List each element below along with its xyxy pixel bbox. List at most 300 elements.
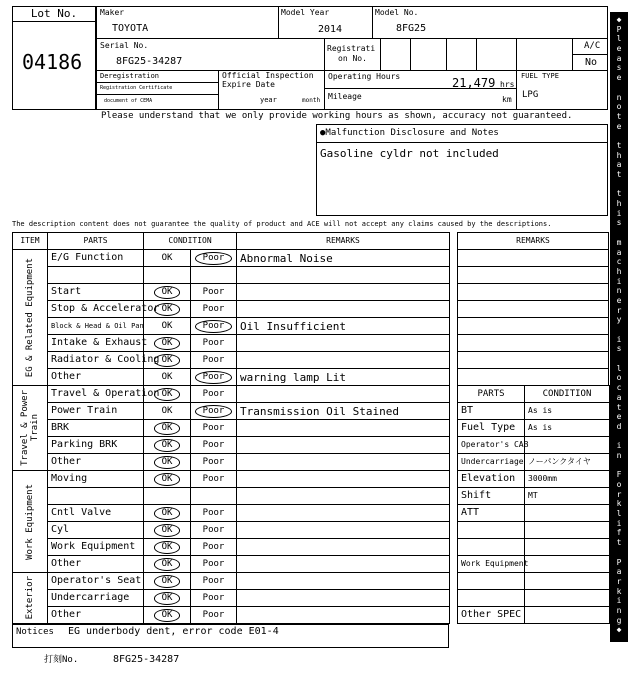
side-banner-char: k — [616, 499, 622, 509]
registration-certificate-label: Registration Certificate — [100, 85, 173, 91]
spec-part: ATT — [458, 505, 525, 522]
condition-poor: Poor — [202, 524, 225, 535]
table-row — [13, 369, 450, 386]
spec-row — [458, 488, 610, 505]
right-remarks-row — [458, 301, 609, 318]
condition-ok-cell — [144, 590, 191, 607]
part-name: E/G Function — [48, 250, 144, 267]
part-name: Other — [48, 556, 144, 573]
year-label: year — [260, 96, 277, 104]
side-banner-char: s — [616, 344, 622, 354]
table-row — [13, 284, 450, 301]
model-year-label: Model Year — [281, 8, 330, 17]
spec-value — [525, 590, 610, 607]
km-label: km — [502, 95, 512, 104]
condition-ok-cell — [144, 454, 191, 471]
malfunction-title: ●Malfunction Disclosure and Notes — [320, 128, 499, 138]
table-row — [13, 250, 450, 267]
part-name: Power Train — [48, 403, 144, 420]
deregistration-label: Deregistration — [100, 72, 160, 80]
maker-value: TOYOTA — [112, 23, 149, 34]
condition-ok: OK — [161, 371, 173, 382]
table-row — [13, 454, 450, 471]
spec-value: As is — [525, 403, 610, 420]
condition-poor-cell — [191, 522, 237, 539]
table-row — [13, 403, 450, 420]
condition-poor-cell — [191, 437, 237, 454]
condition-ok-cell — [144, 437, 191, 454]
part-name: Cyl — [48, 522, 144, 539]
remark — [237, 454, 450, 471]
side-banner-char: e — [616, 295, 622, 305]
condition-poor-cell — [191, 556, 237, 573]
part-name: Work Equipment — [48, 539, 144, 556]
lot-number: 04186 — [22, 50, 83, 74]
condition-ok-cell — [144, 573, 191, 590]
side-banner-char: d — [616, 421, 622, 431]
condition-poor-circled: Poor — [195, 320, 233, 333]
side-banner-char: r — [616, 489, 622, 499]
spec-value: 3000mm — [525, 471, 610, 488]
side-banner-char: i — [616, 276, 622, 286]
item-group-label: Travel & Power — [19, 390, 30, 466]
col-condition: CONDITION — [144, 233, 237, 250]
remark — [237, 505, 450, 522]
part-name: Other — [48, 454, 144, 471]
side-banner-char: n — [616, 286, 622, 296]
side-banner-char: e — [616, 73, 622, 83]
condition-ok-circled: OK — [154, 524, 181, 537]
remark — [237, 488, 450, 505]
condition-poor: Poor — [202, 303, 225, 314]
spec-part: Other SPEC — [458, 607, 525, 624]
side-banner-char: F — [616, 470, 622, 480]
condition-poor: Poor — [202, 456, 225, 467]
side-banner-char: a — [616, 392, 622, 402]
malfunction-text: Gasoline cyldr not included — [320, 147, 499, 160]
spec-value — [525, 522, 610, 539]
side-banner-char: l — [616, 363, 622, 373]
side-banner-char: i — [616, 208, 622, 218]
item-group — [13, 471, 48, 573]
side-banner-char: y — [616, 315, 622, 325]
spec-part — [458, 590, 525, 607]
remark — [237, 607, 450, 624]
condition-ok-cell — [144, 250, 191, 267]
table-row — [13, 267, 450, 284]
table-row — [13, 386, 450, 403]
condition-ok-circled: OK — [154, 286, 181, 299]
condition-poor: Poor — [202, 592, 225, 603]
condition-poor-cell — [191, 420, 237, 437]
condition-poor: Poor — [202, 422, 225, 433]
condition-poor: Poor — [202, 388, 225, 399]
spec-value — [525, 556, 610, 573]
side-banner-char: s — [616, 218, 622, 228]
condition-ok-cell — [144, 556, 191, 573]
disclaimer: The description content does not guarantee the quality of product and ACE will not accept any claims caused by the descriptions. — [12, 220, 552, 228]
spec-part: Undercarriage — [458, 454, 525, 471]
condition-ok-cell — [144, 267, 191, 284]
side-banner-char: a — [616, 53, 622, 63]
side-banner-char: i — [616, 518, 622, 528]
remark — [237, 590, 450, 607]
month-label: month — [302, 97, 321, 104]
condition-ok-cell — [144, 318, 191, 335]
model-no-value: 8FG25 — [396, 23, 427, 34]
side-banner-char: r — [616, 305, 622, 315]
inspection-label-2: Expire Date — [222, 80, 275, 89]
spec-row — [458, 556, 610, 573]
condition-ok: OK — [161, 252, 173, 263]
remark — [237, 352, 450, 369]
condition-ok-cell — [144, 471, 191, 488]
condition-ok-circled: OK — [154, 354, 181, 367]
maker-label: Maker — [100, 8, 125, 17]
side-banner-char: o — [616, 373, 622, 383]
side-banner-char: g — [616, 615, 622, 625]
condition-ok-circled: OK — [154, 303, 181, 316]
side-banner-char: n — [616, 450, 622, 460]
inspection-table — [12, 232, 450, 624]
condition-poor-cell — [191, 590, 237, 607]
condition-poor: Poor — [202, 286, 225, 297]
side-banner-char: t — [616, 538, 622, 548]
remark — [237, 420, 450, 437]
remark: Transmission Oil Stained — [237, 403, 450, 420]
spec-part — [458, 573, 525, 590]
spec-part: BT — [458, 403, 525, 420]
condition-poor-circled: Poor — [195, 371, 233, 384]
spec-row — [458, 590, 610, 607]
side-banner-char: c — [616, 383, 622, 393]
notices-label: Notices — [16, 627, 54, 637]
spec-row — [458, 522, 610, 539]
part-name: Other — [48, 607, 144, 624]
spec-col-parts: PARTS — [458, 386, 525, 403]
spec-part — [458, 522, 525, 539]
registration-label-2: on No. — [338, 54, 367, 63]
condition-ok-cell — [144, 522, 191, 539]
spec-row — [458, 403, 610, 420]
spec-value — [525, 539, 610, 556]
side-banner-char: t — [616, 140, 622, 150]
side-banner-char: a — [616, 247, 622, 257]
side-banner-char: f — [616, 528, 622, 538]
item-group-label: EG & Related Equipment — [24, 257, 35, 378]
right-remarks-row — [458, 318, 609, 335]
table-row — [13, 573, 450, 590]
operating-hours-label: Operating Hours — [328, 72, 401, 81]
condition-poor-circled: Poor — [195, 252, 233, 265]
condition-ok: OK — [161, 405, 173, 416]
table-row — [13, 335, 450, 352]
condition-poor-cell — [191, 301, 237, 318]
spec-part: Shift — [458, 488, 525, 505]
condition-poor: Poor — [202, 507, 225, 518]
condition-ok-cell — [144, 488, 191, 505]
lot-label: Lot No. — [30, 7, 78, 20]
mileage-label: Mileage — [328, 92, 362, 101]
condition-ok-circled: OK — [154, 541, 181, 554]
condition-ok-cell — [144, 403, 191, 420]
side-banner-char: h — [616, 150, 622, 160]
right-remarks-row — [458, 369, 609, 386]
operating-hours-value: 21,479 — [452, 76, 496, 90]
condition-poor: Poor — [202, 609, 225, 620]
table-row — [13, 539, 450, 556]
side-banner-char: ◆ — [616, 15, 622, 24]
part-name: Start — [48, 284, 144, 301]
side-banner-char: t — [616, 111, 622, 121]
part-name: Travel & Operation — [48, 386, 144, 403]
condition-poor-cell — [191, 369, 237, 386]
col-item: ITEM — [13, 233, 48, 250]
spec-part: Operator's CAB — [458, 437, 525, 454]
side-banner-char: r — [616, 576, 622, 586]
right-remarks-row — [458, 284, 609, 301]
remark — [237, 437, 450, 454]
condition-poor-cell — [191, 573, 237, 590]
working-hours-notice: Please understand that we only provide working hours as shown, accuracy not guaranteed. — [101, 111, 573, 121]
fuel-type-label: FUEL TYPE — [521, 72, 559, 80]
right-remarks-row — [458, 250, 609, 267]
spec-row — [458, 437, 610, 454]
spec-value — [525, 573, 610, 590]
item-group-label: Exterior — [24, 576, 35, 620]
condition-ok-circled: OK — [154, 337, 181, 350]
part-name: Undercarriage — [48, 590, 144, 607]
item-group-label: Work Equipment — [24, 483, 35, 560]
spec-value — [525, 607, 610, 624]
condition-poor: Poor — [202, 541, 225, 552]
table-row — [13, 437, 450, 454]
spec-row — [458, 471, 610, 488]
part-name: Other — [48, 369, 144, 386]
condition-ok-circled: OK — [154, 575, 181, 588]
side-banner — [610, 12, 628, 642]
side-banner-char: n — [616, 605, 622, 615]
part-name: Stop & Accelerator — [48, 301, 144, 318]
condition-ok-circled: OK — [154, 609, 181, 622]
stamp-value: 8FG25-34287 — [113, 654, 180, 665]
condition-poor: Poor — [202, 473, 225, 484]
condition-poor-cell — [191, 488, 237, 505]
right-remarks-row — [458, 267, 609, 284]
remark: warning lamp Lit — [237, 369, 450, 386]
side-banner-char: t — [616, 170, 622, 179]
part-name: Operator's Seat — [48, 573, 144, 590]
part-name: Cntl Valve — [48, 505, 144, 522]
spec-row — [458, 539, 610, 556]
condition-poor: Poor — [202, 354, 225, 365]
condition-poor-cell — [191, 386, 237, 403]
remark: Abnormal Noise — [237, 250, 450, 267]
table-row — [13, 471, 450, 488]
condition-ok-circled: OK — [154, 456, 181, 469]
table-row — [13, 318, 450, 335]
side-banner-char: n — [616, 92, 622, 102]
remark: Oil Insufficient — [237, 318, 450, 335]
spec-value — [525, 505, 610, 522]
spec-part — [458, 539, 525, 556]
condition-ok-circled: OK — [154, 473, 181, 486]
spec-part: Work Equipment — [458, 556, 525, 573]
ac-label: A/C — [584, 41, 601, 51]
side-banner-char: o — [616, 480, 622, 489]
registration-label: Registrati — [327, 44, 376, 53]
spec-value: ノーパンクタイヤ — [525, 454, 610, 471]
spec-row — [458, 607, 610, 624]
condition-ok: OK — [161, 320, 173, 331]
side-banner-char: k — [616, 586, 622, 596]
side-banner-char: l — [616, 34, 622, 44]
condition-poor-cell — [191, 250, 237, 267]
part-name: Block & Head & Oil Pan — [48, 318, 144, 335]
part-name — [48, 488, 144, 505]
part-name — [48, 267, 144, 284]
condition-poor-cell — [191, 352, 237, 369]
remark — [237, 522, 450, 539]
spec-row — [458, 573, 610, 590]
condition-poor-cell — [191, 471, 237, 488]
part-name: Parking BRK — [48, 437, 144, 454]
part-name: BRK — [48, 420, 144, 437]
condition-ok-circled: OK — [154, 388, 181, 401]
condition-ok-circled: OK — [154, 592, 181, 605]
item-group — [13, 250, 48, 386]
side-banner-char: i — [616, 334, 622, 344]
condition-ok-cell — [144, 369, 191, 386]
side-banner-char: s — [616, 63, 622, 73]
condition-poor-cell — [191, 318, 237, 335]
side-banner-char: o — [616, 102, 622, 112]
remark — [237, 284, 450, 301]
table-row — [13, 607, 450, 624]
spec-value: MT — [525, 488, 610, 505]
hrs-label: hrs — [500, 80, 515, 89]
item-group — [13, 573, 48, 624]
right-remarks-row — [458, 335, 609, 352]
side-banner-char: P — [616, 24, 622, 34]
condition-poor-cell — [191, 454, 237, 471]
spec-row — [458, 420, 610, 437]
remark — [237, 471, 450, 488]
side-banner-char: h — [616, 266, 622, 276]
condition-poor-cell — [191, 539, 237, 556]
side-banner-char: t — [616, 189, 622, 199]
condition-poor-cell — [191, 403, 237, 420]
condition-poor-circled: Poor — [195, 405, 233, 418]
serial-label: Serial No. — [100, 41, 149, 50]
inspection-label: Official Inspection — [222, 71, 314, 80]
remark — [237, 335, 450, 352]
item-group-label: Train — [29, 414, 40, 442]
spec-row — [458, 505, 610, 522]
cema-document-label: document of CEMA — [104, 98, 153, 104]
condition-ok-cell — [144, 539, 191, 556]
col-parts: PARTS — [48, 233, 144, 250]
side-banner-char: c — [616, 257, 622, 267]
side-banner-char: l — [616, 509, 622, 519]
side-banner-char: e — [616, 412, 622, 422]
part-name: Intake & Exhaust — [48, 335, 144, 352]
fuel-type-value: LPG — [522, 90, 539, 100]
side-banner-char: a — [616, 567, 622, 577]
condition-poor-cell — [191, 607, 237, 624]
model-no-label: Model No. — [375, 8, 419, 17]
part-name: Radiator & Cooling — [48, 352, 144, 369]
side-banner-char: e — [616, 121, 622, 131]
remark — [237, 301, 450, 318]
condition-ok-circled: OK — [154, 558, 181, 571]
spec-part: Fuel Type — [458, 420, 525, 437]
table-row — [13, 505, 450, 522]
table-row — [13, 590, 450, 607]
notices-text: EG underbody dent, error code E01-4 — [68, 626, 279, 637]
right-remarks-table — [457, 232, 609, 386]
remark — [237, 573, 450, 590]
table-row — [13, 301, 450, 318]
ac-value: No — [585, 57, 598, 68]
table-row — [13, 522, 450, 539]
remark — [237, 556, 450, 573]
side-banner-char: e — [616, 44, 622, 54]
stamp-label: 打刻No. — [44, 655, 79, 665]
spec-col-condition: CONDITION — [525, 386, 610, 403]
table-row — [13, 488, 450, 505]
spec-part: Elevation — [458, 471, 525, 488]
table-row — [13, 556, 450, 573]
right-remarks-row — [458, 352, 609, 369]
side-banner-char: i — [616, 441, 622, 451]
side-banner-char: h — [616, 199, 622, 209]
spec-row — [458, 454, 610, 471]
table-row — [13, 352, 450, 369]
side-banner-char: a — [616, 160, 622, 170]
condition-poor: Poor — [202, 439, 225, 450]
spec-table — [457, 385, 610, 624]
table-row — [13, 420, 450, 437]
remark — [237, 386, 450, 403]
side-banner-char: t — [616, 402, 622, 412]
condition-ok-cell — [144, 607, 191, 624]
condition-ok-cell — [144, 505, 191, 522]
model-year-value: 2014 — [318, 24, 343, 35]
condition-ok-cell — [144, 284, 191, 301]
side-banner-char: m — [616, 237, 622, 247]
side-banner-char: i — [616, 596, 622, 606]
spec-value: As is — [525, 420, 610, 437]
right-remarks-header: REMARKS — [458, 233, 609, 250]
serial-value: 8FG25-34287 — [116, 56, 183, 67]
spec-value — [525, 437, 610, 454]
condition-poor-cell — [191, 335, 237, 352]
remark — [237, 267, 450, 284]
side-banner-char: P — [616, 557, 622, 567]
condition-ok-cell — [144, 420, 191, 437]
part-name: Moving — [48, 471, 144, 488]
side-banner-char: ◆ — [616, 625, 622, 635]
condition-poor-cell — [191, 505, 237, 522]
condition-poor: Poor — [202, 337, 225, 348]
condition-ok-circled: OK — [154, 439, 181, 452]
condition-poor: Poor — [202, 575, 225, 586]
item-group — [13, 386, 48, 471]
condition-ok-circled: OK — [154, 422, 181, 435]
condition-ok-cell — [144, 335, 191, 352]
condition-poor-cell — [191, 284, 237, 301]
